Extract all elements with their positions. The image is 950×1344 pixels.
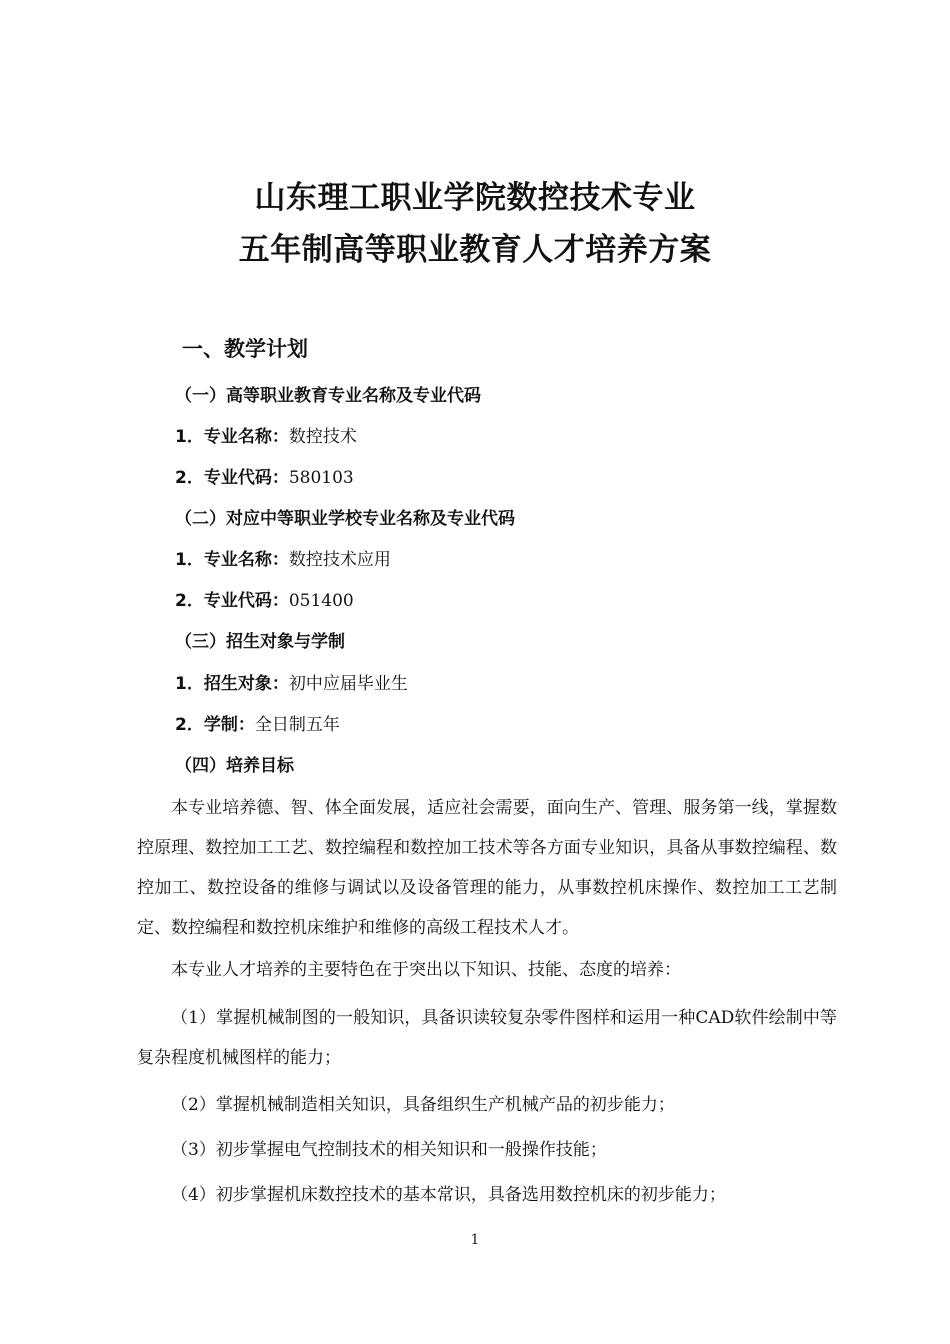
major-code-label: 2．专业代码： (175, 468, 289, 488)
major-name-value: 数控技术 (288, 427, 357, 447)
major-code-row-1 (175, 466, 354, 490)
title-line-2: 五年制高等职业教育人才培养方案 (238, 232, 712, 268)
title-line-1: 山东理工职业学院数控技术专业 (254, 180, 696, 216)
major-code-label: 2．专业代码： (175, 591, 289, 611)
major-name-row-2 (175, 548, 391, 572)
subsection-heading-2: （二）对应中等职业学校专业名称及专业代码 (175, 509, 515, 529)
enrollment-target-value: 初中应届毕业生 (288, 674, 408, 694)
school-system-label: 2．学制： (175, 715, 255, 735)
page-number: 1 (470, 1232, 480, 1248)
feature-item-1: （1）掌握机械制图的一般知识，具备识读较复杂零件图样和运用一种CAD软件绘制中等复杂程度机械图样的能力； (137, 1008, 837, 1068)
major-name-row-1 (175, 425, 357, 449)
subsection-heading-3: （三）招生对象与学制 (175, 632, 345, 652)
feature-item-4: （4）初步掌握机床数控技术的基本常识，具备选用数控机床的初步能力； (171, 1185, 726, 1205)
feature-item-2: （2）掌握机械制造相关知识，具备组织生产机械产品的初步能力； (171, 1095, 675, 1115)
subsection-heading-1: （一）高等职业教育专业名称及专业代码 (175, 386, 481, 406)
feature-item-3: （3）初步掌握电气控制技术的相关知识和一般操作技能； (171, 1140, 607, 1160)
major-name-label: 1．专业名称： (175, 550, 289, 570)
enrollment-target-label: 1．招生对象： (175, 674, 289, 694)
document-title (0, 172, 950, 276)
school-system-value: 全日制五年 (254, 715, 340, 735)
enrollment-target-row (175, 672, 408, 696)
major-name-value: 数控技术应用 (288, 550, 391, 570)
major-code-row-2 (175, 589, 354, 613)
major-name-label: 1．专业名称： (175, 427, 289, 447)
school-system-row (175, 713, 340, 737)
major-code-value: 580103 (288, 468, 354, 488)
major-code-value: 051400 (288, 591, 354, 611)
feature-intro-paragraph: 本专业人才培养的主要特色在于突出以下知识、技能、态度的培养： (171, 960, 681, 980)
subsection-heading-4: （四）培养目标 (175, 756, 294, 776)
training-goal-paragraph: 本专业培养德、智、体全面发展，适应社会需要，面向生产、管理、服务第一线，掌握数控原理、数控加工工艺、数控编程和数控加工技术等各方面专业知识，具备从事数控编程、数控加工、数控设备的维修与调试以及设备管理的能力，从事数控机床操作、数控加工工艺制定、数控编程和数控机床维护和维修的高级工程技术人才。 (137, 798, 837, 938)
section-heading-teaching-plan: 一、教学计划 (182, 337, 308, 361)
